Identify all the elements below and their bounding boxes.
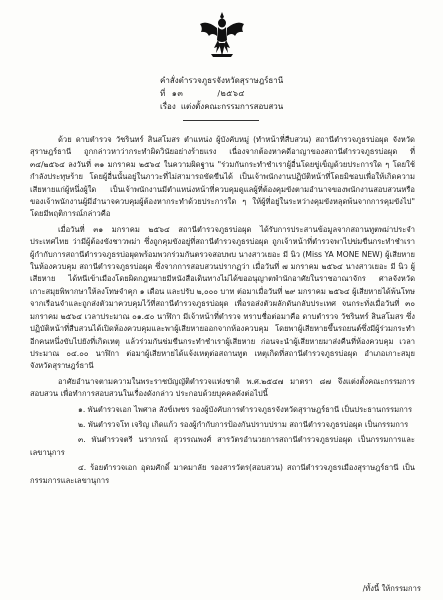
committee-item-4: ๔. ร้อยตำรวจเอก อุดมศักดิ์ มาคมาลัย รองสารวัตร(สอบสวน) สถานีตำรวจภูธรเมืองสุราษฎร์ธานี เป็นกรรมการและเลขานุการ bbox=[30, 463, 415, 485]
order-title: คำสั่งตำรวจภูธรจังหวัดสุราษฎร์ธานี bbox=[160, 76, 284, 85]
order-subject-label: เรื่อง bbox=[160, 102, 176, 111]
continuation-note: /ทั้งนี้ ให้กรรมการ bbox=[362, 584, 421, 593]
paragraph-authority: อาศัยอำนาจตามความในพระราชบัญญัติตำรวจแห่งชาติ พ.ศ.๒๕๔๗ มาตรา ๘๗ จึงแต่งตั้งคณะกรรมการสอบสวน เพื่อทำการสอบสวนในเรื่องดังกล่าว ประกอบด้วยบุคคลดังต่อไปนี้ bbox=[30, 376, 415, 399]
order-number-value: ๑๓ bbox=[171, 89, 184, 98]
order-body bbox=[30, 134, 415, 490]
order-number bbox=[160, 87, 420, 100]
paragraph-facts: เมื่อวันที่ ๓๑ มกราคม ๒๕๖๔ สถานีตำรวจภูธรบ่อผุด ได้รับการประสานข้อมูลจากสถานทูตพม่าประจำประเทศไทย ว่ามีผู้ต้องขังชาวพม่า ซึ่งถูกคุมขังอยู่ที่สถานีตำรวจภูธรบ่อผุด ถูกเจ้าหน้าที่ตำรวจพาไปข่มขืนกระทำชำเรา ผู้กำกับการสถานีตำรวจภูธรบ่อผุดพร้อมพวกร่วมกันตรวจสอบพบ นางสาวเยอะ มี นิว (Miss YA MONE NEW) ผู้เสียหาย ในห้องควบคุม สถานีตำรวจภูธรบ่อผุด ซึ่งจากการสอบสวนปรากฏว่า เมื่อวันที่ ๗ มกราคม ๒๕๖๔ นางสาวเยอะ มี นิว ผู้เสียหาย ได้หนีเข้าเมืองโดยผิดกฎหมายมีหนังสือเดินทางไม่ได้ขออนุญาตพำนักอาศัยในราชอาณาจักร ศาลจังหวัดเกาะสมุยพิพากษาให้ลงโทษจำคุก ๑ เดือน และปรับ ๒,๐๐๐ บาท ต่อมาเมื่อวันที่ ๒๙ มกราคม ๒๕๖๔ ผู้เสียหายได้พ้นโทษจากเรือนจำและถูกส่งตัวมาควบคุมไว้ที่สถานีตำรวจภูธรบ่อผุด เพื่อรอส่งตัวผลักดันกลับประเทศ จนกระทั่งเมื่อวันที่ ๓๐ มกราคม ๒๕๖๔ เวลาประมาณ ๐๑.๕๐ นาฬิกา มีเจ้าหน้าที่ตำรวจ ทราบชื่อต่อมาคือ ดาบตำรวจ วัชรินทร์ สินสโมสร ซึ่งปฏิบัติหน้าที่สืบสวนได้เปิดห้องควบคุมและพาผู้เสียหายออกจากห้องควบคุม โดยพาผู้เสียหายขึ้นรถยนต์ซึ่งมีผู้ร่วมกระทำอีกคนหนึ่งขับไปยังที่เกิดเหตุ แล้วร่วมกันข่มขืนกระทำชำเราผู้เสียหาย ก่อนจะนำผู้เสียหายมาส่งคืนที่ห้องควบคุม เวลาประมาณ ๐๔.๐๐ นาฬิกา ต่อมาผู้เสียหายได้แจ้งเหตุต่อสถานทูต เหตุเกิดที่สถานีตำรวจภูธรบ่อผุด อำเภอเกาะสมุย จังหวัดสุราษฎร์ธานี bbox=[30, 224, 415, 371]
committee-item-1: ๑. พันตำรวจเอก ไพศาล สังข์เพชร รองผู้บังคับการตำรวจภูธรจังหวัดสุราษฎร์ธานี เป็นประธานกรรมการ bbox=[78, 404, 413, 414]
paragraph-allegation: ด้วย ดาบตำรวจ วัชรินทร์ สินสโมสร ตำแหน่ง ผู้บังคับหมู่ (ทำหน้าที่สืบสวน) สถานีตำรวจภูธรบ่อผุด จังหวัดสุราษฎร์ธานี ถูกกล่าวหาว่ากระทำผิดวินัยอย่างร้ายแรง เนื่องจากต้องหาคดีอาญาของสถานีตำรวจภูธรบ่อผุด ที่ ๓๔/๒๕๖๔ ลงวันที่ ๓๑ มกราคม ๒๕๖๔ ในความผิดฐาน "ร่วมกันกระทำชำเราผู้อื่นโดยขู่เข็ญด้วยประการใด ๆ โดยใช้กำลังประทุษร้าย โดยผู้อื่นนั้นอยู่ในภาวะที่ไม่สามารถขัดขืนได้ เป็นเจ้าพนักงานปฏิบัติหน้าที่โดยมิชอบเพื่อให้เกิดความเสียหายแก่ผู้หนึ่งผู้ใด เป็นเจ้าพนักงานมีตำแหน่งหน้าที่ควบคุมดูแลผู้ที่ต้องคุมขังตามอำนาจของพนักงานสอบสวนหรือของเจ้าพนักงานผู้มีอำนาจควบคุมผู้ต้องหากระทำด้วยประการใด ๆ ให้ผู้ที่อยู่ในระหว่างคุมขังหลุดพ้นจากการคุมขังไป" โดยมีพฤติการณ์กล่าวคือ bbox=[30, 135, 415, 219]
heading-divider bbox=[183, 120, 259, 121]
order-number-suffix: /๒๕๖๔ bbox=[217, 89, 245, 98]
order-subject-text: แต่งตั้งคณะกรรมการสอบสวน bbox=[180, 102, 284, 111]
order-heading bbox=[160, 74, 420, 113]
committee-item-3: ๓. พันตำรวจตรี นรากรณ์ สุวรรณพงศ์ สารวัตรอำนวยการสถานีตำรวจภูธรบ่อผุด เป็นกรรมการและเลขานุการ bbox=[30, 435, 415, 457]
garuda-emblem-icon bbox=[197, 10, 247, 60]
order-number-label: ที่ bbox=[160, 89, 166, 98]
committee-item-2: ๒. พันตำรวจโท เจริญ เกิดแก้ว รองผู้กำกับการป้องกันปราบปราม สถานีตำรวจภูธรบ่อผุด เป็นกรรมการ bbox=[78, 419, 409, 429]
order-subject bbox=[160, 100, 420, 113]
